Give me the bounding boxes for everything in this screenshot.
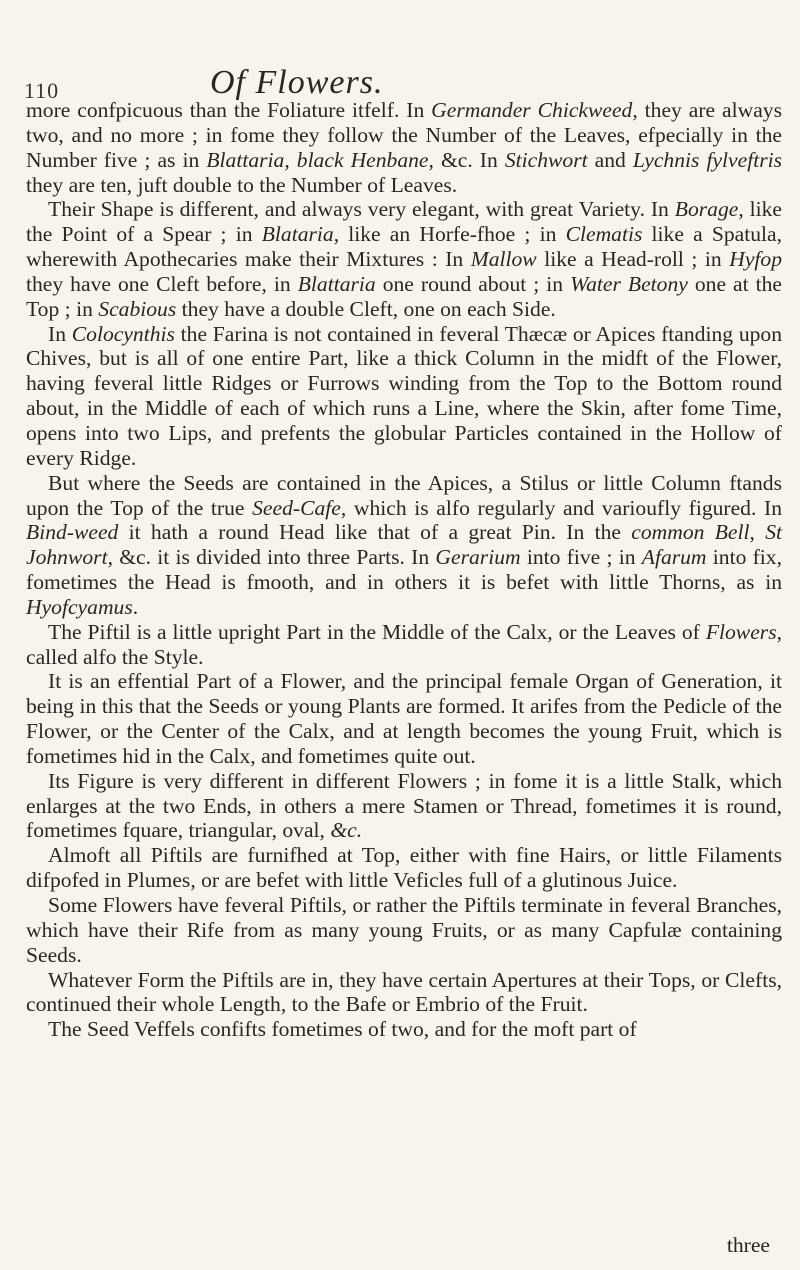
paragraph-p7 — [26, 769, 782, 844]
italic-term: Scabious — [98, 296, 177, 321]
italic-term: Mallow — [470, 247, 537, 272]
paragraph-p3 — [26, 322, 782, 471]
text-run: the Farina is not contained in feveral Thæcæ or Apices ftanding upon Chives, but is all of one entire Part, like a thick Column in the midft of the Flower, having feveral little Ridges or Furrows winding from the Top to the Bottom round about, in the Middle of each of which runs a Line, where the Skin, after fome Time, opens into two Lips, and prefents the globular Particles contained in the Hollow of every Ridge. — [26, 321, 783, 470]
text-run: The Seed Veffels confifts fometimes of two, and for the moft part of — [48, 1017, 637, 1042]
text-run: , like an Horfe-fhoe ; in — [333, 222, 566, 247]
paragraph-p2 — [26, 197, 782, 321]
paragraph-p8 — [26, 843, 782, 893]
page-number: 110 — [24, 78, 60, 103]
italic-term: Germander Chickweed — [431, 98, 633, 122]
paragraph-p11 — [26, 1017, 782, 1042]
text-run: , — [284, 147, 297, 172]
text-run: it hath a round Head like that of a great Pin. In the — [118, 520, 632, 545]
text-run: , &c. In — [428, 147, 505, 172]
text-run: , which is alfo regularly and varioufly figured. In — [340, 495, 782, 520]
text-run: Almoft all Piftils are furnifhed at Top, either with fine Hairs, or little Filaments difpofed in Plumes, or are befet with little Veficles full of a glutinous Juice. — [26, 843, 782, 893]
italic-term: St Johnwort — [26, 520, 782, 570]
italic-term: Blataria — [261, 222, 334, 247]
text-run: But where the Seeds are contained in the Apices, a Stilus or little Column ftands upon the Top of the true — [26, 470, 782, 520]
paragraph-p4 — [26, 471, 782, 620]
text-run: , called alfo the Style. — [26, 619, 782, 669]
italic-term: common Bell — [631, 520, 750, 545]
text-run: Its Figure is very different in different Flowers ; in fome it is a little Stalk, which enlarges at the two Ends, in others a mere Stamen or Thread, fometimes it is round, fometimes fquare, triangular, oval, — [26, 768, 782, 843]
text-run: , like the Point of a Spear ; in — [26, 197, 782, 247]
paragraph-p1 — [26, 98, 782, 197]
text-run: like a Head-roll ; in — [536, 247, 730, 272]
text-run: like a Spatula, wherewith Apothecaries make their Mixtures : In — [26, 222, 782, 272]
text-run: Some Flowers have feveral Piftils, or rather the Piftils terminate in feveral Branches, which have their Rife from as many young Fruits, or as many Capfulæ containing Seeds. — [26, 893, 782, 967]
text-run: into five ; in — [520, 545, 642, 570]
italic-term: Water Betony — [570, 271, 688, 296]
text-run: and — [587, 147, 633, 172]
italic-term: Gerarium — [435, 545, 521, 570]
italic-term: Hyfop — [729, 247, 782, 272]
italic-term: Lychnis fylveftris — [632, 147, 783, 172]
italic-term: Afarum — [641, 545, 707, 570]
text-run: more confpicuous than the Foliature itfelf. In — [26, 98, 432, 122]
italic-term: Clematis — [565, 222, 643, 247]
text-run: , they are always two, and no more ; in fome they follow the Number of the Leaves, efpecially in the Number five ; as in — [26, 98, 782, 172]
text-run: , &c. it is divided into three Parts. In — [107, 545, 436, 570]
italic-term: Blattaria — [206, 147, 285, 172]
paragraph-p6 — [26, 669, 782, 768]
text-run: they are ten, juft double to the Number of Leaves. — [26, 172, 458, 197]
text-run: Whatever Form the Piftils are in, they have certain Apertures at their Tops, or Clefts, continued their whole Length, to the Bafe or Embrio of the Fruit. — [26, 967, 782, 1017]
body-text — [26, 98, 782, 1042]
text-run: they have one Cleft before, in — [26, 271, 298, 296]
text-run: one at the Top ; in — [26, 271, 783, 321]
text-run: . — [132, 594, 139, 619]
italic-term: Bind-weed — [26, 520, 119, 545]
text-run: The Piftil is a little upright Part in the Middle of the Calx, or the Leaves of — [48, 619, 706, 644]
italic-term: Colocynthis — [71, 321, 175, 346]
italic-term: Stichwort — [504, 147, 588, 172]
text-run: , — [749, 520, 766, 545]
catchword: three — [726, 1233, 770, 1257]
italic-term: black Henbane — [296, 147, 429, 172]
text-run: they have a double Cleft, one on each Side. — [176, 296, 556, 321]
text-run: Their Shape is different, and always very elegant, with great Variety. In — [48, 197, 675, 222]
text-run: into fix, fometimes the Head is fmooth, and in others it is befet with little Thorns, as in — [26, 545, 782, 595]
text-run: It is an effential Part of a Flower, and the principal female Organ of Generation, it being in this that the Seeds or young Plants are formed. It arifes from the Pedicle of the Flower, or the Center of the Calx, and at length becomes the young Fruit, which is fometimes hid in the Calx, and fometimes quite out. — [26, 669, 782, 768]
paragraph-p5 — [26, 620, 782, 670]
italic-term: Seed-Cafe — [252, 495, 341, 520]
running-title: Of Flowers. — [210, 64, 384, 101]
italic-term: Borage — [674, 197, 739, 222]
italic-term: Hyofcyamus — [26, 594, 133, 619]
page-header — [24, 56, 784, 103]
text-run: one round about ; in — [375, 271, 571, 296]
italic-term: Blattaria — [297, 271, 376, 296]
paragraph-p9 — [26, 893, 782, 968]
text-run: In — [48, 321, 72, 346]
italic-term: Flowers — [705, 619, 777, 644]
paragraph-p10 — [26, 968, 782, 1018]
italic-term: &c. — [330, 818, 363, 843]
